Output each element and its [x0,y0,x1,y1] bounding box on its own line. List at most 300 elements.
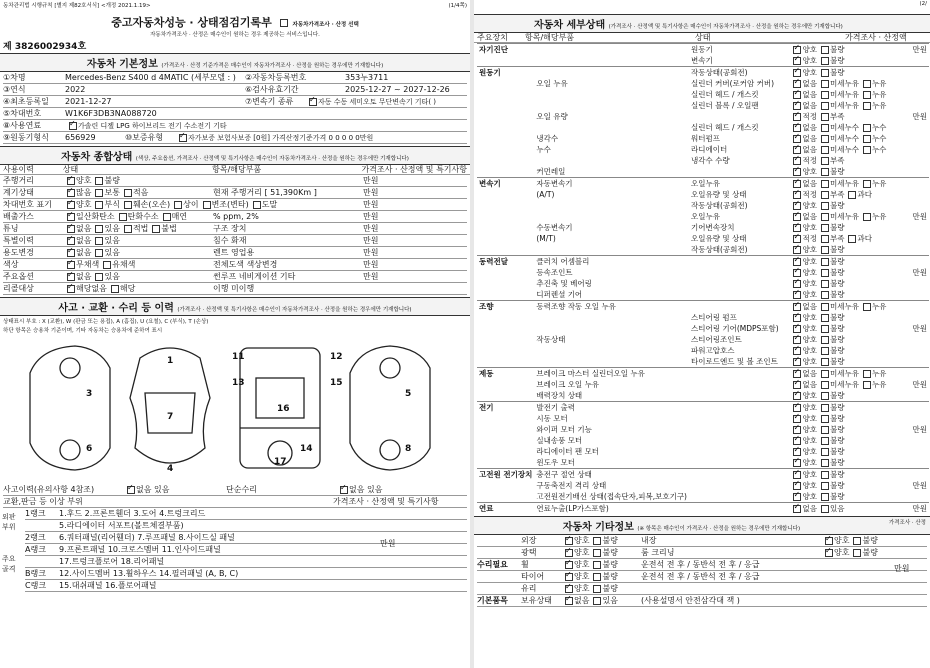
detail-0-1-checkbox-1[interactable] [821,57,829,65]
detail-6-2-option-0: 양호 [802,425,817,434]
detail-price: 만원 [912,481,927,490]
detail-price [911,178,930,190]
detail-state [787,222,910,233]
detail-4-0-checkbox-2[interactable] [863,303,871,311]
detail-6-2-checkbox-0[interactable] [793,426,801,434]
other-2-option-1: 불량 [602,560,618,569]
summary-9-option-1: 해당 [119,284,136,293]
detail-1-1-option-1: 미세누유 [829,79,859,88]
other-state [561,571,641,582]
detail-state [787,133,910,144]
detail-row [477,144,929,155]
detail-1-2-checkbox-2[interactable] [863,91,871,99]
summary-0-option-0: 양호 [76,176,92,185]
detail-1-1-checkbox-1[interactable] [821,80,829,88]
detail-1-5-checkbox-0[interactable] [793,124,801,132]
detail-part [689,368,787,380]
detail-1-6-checkbox-0[interactable] [793,135,801,143]
detail-2-2-checkbox-1[interactable] [821,202,829,210]
detail-1-3-checkbox-0[interactable] [793,102,801,110]
device-group-name [477,424,534,435]
detail-4-4-checkbox-0[interactable] [793,347,801,355]
diagram-num-8: 8 [405,444,412,454]
detail-4-4-option-1: 불량 [829,346,845,355]
detail-1-2-checkbox-0[interactable] [793,91,801,99]
detail-2-1-checkbox-2[interactable] [848,191,856,199]
detail-state [787,256,910,268]
other-4-checkbox-1[interactable] [593,585,601,593]
detail-5-1-checkbox-1[interactable] [821,381,829,389]
detail-5-2-option-0: 양호 [802,391,817,400]
detail-price: 만원 [912,324,927,333]
detail-1-3-checkbox-2[interactable] [863,102,871,110]
main-frame-label: 주요골격 [2,555,16,573]
detail-7-0-checkbox-0[interactable] [793,471,801,479]
diagram-num-11: 11 [232,352,245,362]
detail-1-2-option-1: 미세누유 [829,90,859,99]
detail-1-8-option-1: 부족 [829,156,845,165]
detail-price [911,100,930,111]
detail-row [477,122,929,133]
detail-1-1-checkbox-2[interactable] [863,80,871,88]
summary-0-checkbox-0[interactable] [67,177,75,185]
detail-state [787,200,910,211]
wheel-front-right [380,358,400,378]
detail-2-0-option-0: 없음 [802,179,817,188]
summary-9-checkbox-0[interactable] [67,285,75,293]
detail-1-6-checkbox-2[interactable] [863,135,871,143]
detail-1-7-checkbox-0[interactable] [793,146,801,154]
detail-part [689,402,787,414]
detail-3-1-checkbox-0[interactable] [793,269,801,277]
detail-2-3-checkbox-2[interactable] [863,213,871,221]
detail-2-6-checkbox-1[interactable] [821,246,829,254]
summary-row-label: 계기상태 [3,188,34,197]
summary-2-option-4: 변조(변타) [211,200,249,209]
detail-part: 실린더 블록 / 오일팬 [691,101,759,110]
other-3-checkbox-1[interactable] [593,573,601,581]
detail-2-6-checkbox-0[interactable] [793,246,801,254]
detail-7-1-checkbox-0[interactable] [793,482,801,490]
detail-part [689,457,787,469]
summary-2-checkbox-4[interactable] [203,201,211,209]
other2-0-checkbox-0[interactable] [825,537,833,545]
detail-sub [534,312,689,323]
detail-0-0-option-1: 불량 [829,45,845,54]
detail-5-2-checkbox-0[interactable] [793,392,801,400]
detail-3-1-checkbox-1[interactable] [821,269,829,277]
detail-6-3-checkbox-1[interactable] [821,437,829,445]
detail-6-5-option-1: 불량 [829,458,845,467]
detail-4-1-checkbox-0[interactable] [793,314,801,322]
summary-8-option-0: 없음 [76,272,92,281]
detail-row [477,233,929,244]
warranty-options: 자가보증 보험사보증 [0원] 가격산정기준가격 0 0 0 0 0만원 [188,133,374,142]
summary-5-checkbox-0[interactable] [67,237,75,245]
device-group-name: 전기 [479,403,494,412]
rank-items: 12.사이드멤버 13.휠하우스 14.필러패널 (A, B, C) [59,569,239,578]
rank-label: 2랭크 [25,533,46,542]
detail-1-8-option-0: 적정 [802,156,817,165]
warranty-insurance-checkbox[interactable] [179,134,187,142]
detail-7-0-checkbox-1[interactable] [821,471,829,479]
detail-6-4-checkbox-1[interactable] [821,448,829,456]
detail-8-0-checkbox-1[interactable] [821,505,829,513]
other2-1-option-1: 불량 [862,548,878,557]
device-group-name [477,55,534,67]
summary-6-option-1: 있음 [104,248,120,257]
detail-state [787,413,910,424]
detail-4-4-checkbox-1[interactable] [821,347,829,355]
detail-6-5-checkbox-1[interactable] [821,459,829,467]
device-group-name: 제동 [479,369,494,378]
summary-5-option-0: 없음 [76,236,92,245]
label-vin: ⑤차대번호 [3,109,42,118]
detail-1-5-checkbox-1[interactable] [821,124,829,132]
detail-sub: 실내송풍 모터 [536,436,583,445]
detail-price: 만원 [912,268,927,277]
other-0-checkbox-0[interactable] [565,537,573,545]
other2-0-checkbox-1[interactable] [853,537,861,545]
detail-2-1-option-1: 부족 [829,190,845,199]
other-4-checkbox-0[interactable] [565,585,573,593]
summary-4-checkbox-2[interactable] [124,225,132,233]
detail-6-2-checkbox-1[interactable] [821,426,829,434]
detail-2-1-checkbox-0[interactable] [793,191,801,199]
detail-row [477,222,929,233]
detail-7-2-checkbox-0[interactable] [793,493,801,501]
detail-part: 오일누유 [691,179,720,188]
detail-3-1-option-0: 양호 [802,268,817,277]
other-5-checkbox-0[interactable] [565,597,573,605]
summary-2-checkbox-1[interactable] [95,201,103,209]
detail-6-4-checkbox-0[interactable] [793,448,801,456]
detail-8-0-option-1: 있음 [829,504,845,513]
detail-state [787,503,910,515]
detail-4-5-checkbox-0[interactable] [793,358,801,366]
detail-price [911,155,930,166]
summary-8-checkbox-0[interactable] [67,273,75,281]
detail-5-0-checkbox-0[interactable] [793,370,801,378]
detail-price [911,356,930,368]
detail-price [911,233,930,244]
detail-5-2-option-1: 불량 [829,391,845,400]
detail-4-2-checkbox-1[interactable] [821,325,829,333]
detail-6-0-checkbox-0[interactable] [793,404,801,412]
summary-2-checkbox-5[interactable] [253,201,261,209]
detail-part [689,301,787,313]
summary-6-checkbox-0[interactable] [67,249,75,257]
detail-3-3-checkbox-1[interactable] [821,291,829,299]
detail-state [787,323,910,334]
detail-note: (가격조사 · 산정액 및 특기사항은 매수인이 자동차가격조사 · 산정을 원하는 경우에만 기재합니다) [608,24,843,30]
summary-3-checkbox-0[interactable] [67,213,75,221]
other-note: (※ 항목은 매수인이 가격조사 · 산정을 원하는 경우에만 기재합니다) [637,526,801,532]
detail-4-0-checkbox-0[interactable] [793,303,801,311]
detail-row [477,368,929,380]
summary-row-detail: 침수 화재 [213,236,247,245]
price-option-checkbox[interactable] [280,19,288,27]
accident-table [0,484,470,508]
diagram-num-15: 15 [330,378,343,388]
detail-5-0-option-1: 미세누유 [829,369,859,378]
detail-sub [534,323,689,334]
transmission-auto-checkbox[interactable] [309,98,317,106]
summary-row-detail: 현재 주행거리 [ 51,390Km ] [213,188,317,197]
summary-3-checkbox-2[interactable] [163,213,171,221]
detail-4-1-checkbox-1[interactable] [821,314,829,322]
detail-1-5-checkbox-2[interactable] [863,124,871,132]
detail-sub [534,244,689,256]
detail-5-2-checkbox-1[interactable] [821,392,829,400]
device-group-name [477,122,534,133]
detail-7-0-option-0: 양호 [802,470,817,479]
detail-2-0-checkbox-2[interactable] [863,180,871,188]
detail-2-5-checkbox-2[interactable] [848,235,856,243]
detail-3-2-checkbox-1[interactable] [821,280,829,288]
label-transmission: ⑦변속기 종류 [245,97,294,106]
diagram-num-12: 12 [330,352,343,362]
legend: 상태표시 부호 : X (교환), W (판금 또는 용접), A (흠집), U (요철), C (부식), T (손상) [3,319,209,325]
detail-1-4-checkbox-0[interactable] [793,113,801,121]
other-3-checkbox-0[interactable] [565,573,573,581]
other-2-checkbox-1[interactable] [593,561,601,569]
detail-0-0-checkbox-0[interactable] [793,46,801,54]
simple-repair-none-checkbox[interactable] [340,486,348,494]
detail-sub [534,211,689,222]
detail-sub: 시동 모터 [536,414,568,423]
summary-4-checkbox-3[interactable] [152,225,160,233]
detail-6-3-option-0: 양호 [802,436,817,445]
detail-state [787,267,910,278]
device-group-name [477,189,534,200]
detail-6-3-checkbox-0[interactable] [793,437,801,445]
detail-sub: 와이퍼 모터 기능 [536,425,592,434]
other-2-checkbox-0[interactable] [565,561,573,569]
summary-1-checkbox-2[interactable] [124,189,132,197]
other-5-checkbox-1[interactable] [593,597,601,605]
detail-1-8-checkbox-1[interactable] [821,157,829,165]
detail-5-0-checkbox-1[interactable] [821,370,829,378]
detail-6-5-checkbox-0[interactable] [793,459,801,467]
detail-4-2-checkbox-0[interactable] [793,325,801,333]
device-group-name: 고전원 전기장치 [479,470,533,479]
summary-2-option-5: 도말 [261,200,278,209]
other-state [561,583,641,594]
detail-2-0-checkbox-1[interactable] [821,180,829,188]
detail-5-1-checkbox-0[interactable] [793,381,801,389]
detail-state [787,457,910,469]
summary-2-checkbox-0[interactable] [67,201,75,209]
detail-8-0-checkbox-0[interactable] [793,505,801,513]
detail-1-5-option-0: 없음 [802,123,817,132]
summary-row-label: 튜닝 [3,224,19,233]
detail-4-5-checkbox-1[interactable] [821,358,829,366]
summary-6-checkbox-1[interactable] [95,249,103,257]
detail-state [787,469,910,481]
detail-4-2-option-0: 양호 [802,324,817,333]
detail-state [787,78,910,89]
detail-2-3-checkbox-0[interactable] [793,213,801,221]
other2-1-checkbox-1[interactable] [853,549,861,557]
law-reference: 동차관리법 시행규칙 [별지 제82호서식] <개정 2021.1.19> [3,3,151,9]
detail-4-0-checkbox-1[interactable] [821,303,829,311]
diagram-num-14: 14 [300,444,313,454]
detail-part [689,424,787,435]
other2-0-option-1: 불량 [862,536,878,545]
detail-row [477,379,929,390]
detail-2-4-checkbox-1[interactable] [821,224,829,232]
summary-7-option-0: 무채색 [76,260,100,269]
summary-7-option-1: 유채색 [112,260,136,269]
other-1-checkbox-1[interactable] [593,549,601,557]
detail-1-7-checkbox-1[interactable] [821,146,829,154]
detail-row [477,334,929,345]
summary-row-state [63,223,213,234]
summary-row-label: 차대번호 표기 [3,200,52,209]
other-2-option-0: 양호 [574,560,590,569]
detail-5-0-checkbox-2[interactable] [863,370,871,378]
detail-row [477,469,929,481]
detail-part: 타이로드엔드 및 볼 조인트 [691,357,778,366]
detail-2-4-checkbox-0[interactable] [793,224,801,232]
detail-row [477,278,929,289]
accident-none-checkbox[interactable] [127,486,135,494]
detail-1-6-checkbox-1[interactable] [821,135,829,143]
detail-7-1-checkbox-1[interactable] [821,482,829,490]
summary-2-checkbox-3[interactable] [174,201,182,209]
summary-1-checkbox-1[interactable] [95,189,103,197]
detail-part [689,111,787,122]
detail-part: 작동상태(공회전) [691,245,748,254]
detail-header [474,14,930,33]
detail-sub: 수동변속기 [536,223,573,232]
detail-sub: 발전기 출력 [536,403,575,412]
detail-1-7-option-1: 미세누수 [829,145,859,154]
detail-4-3-option-1: 불량 [829,335,845,344]
detail-4-3-option-0: 양호 [802,335,817,344]
detail-2-1-checkbox-1[interactable] [821,191,829,199]
summary-0-checkbox-1[interactable] [95,177,103,185]
detail-2-2-checkbox-0[interactable] [793,202,801,210]
diagram-num-3: 3 [86,389,93,399]
detail-7-2-checkbox-1[interactable] [821,493,829,501]
detail-5-1-option-1: 미세누유 [829,380,859,389]
detail-4-3-checkbox-0[interactable] [793,336,801,344]
device-group-name [477,312,534,323]
detail-6-1-checkbox-1[interactable] [821,415,829,423]
detail-1-0-checkbox-0[interactable] [793,69,801,77]
detail-2-3-checkbox-1[interactable] [821,213,829,221]
detail-1-9-checkbox-0[interactable] [793,168,801,176]
detail-4-0-option-1: 미세누유 [829,302,859,311]
detail-0-0-checkbox-1[interactable] [821,46,829,54]
detail-4-3-checkbox-1[interactable] [821,336,829,344]
other-title: 자동차 기타정보 [562,522,634,533]
detail-0-1-checkbox-0[interactable] [793,57,801,65]
detail-sub: (A/T) [536,190,555,199]
rank-row [25,580,467,592]
detail-3-0-checkbox-0[interactable] [793,258,801,266]
detail-3-0-option-1: 불량 [829,257,845,266]
detail-row [477,413,929,424]
summary-7-checkbox-1[interactable] [103,261,111,269]
summary-2-checkbox-2[interactable] [124,201,132,209]
summary-title: 자동차 종합상태 [61,152,133,163]
detail-1-4-checkbox-1[interactable] [821,113,829,121]
detail-row [477,402,929,414]
other2-1-checkbox-0[interactable] [825,549,833,557]
other-0-checkbox-1[interactable] [593,537,601,545]
detail-row [477,78,929,89]
detail-1-8-checkbox-0[interactable] [793,157,801,165]
detail-1-9-checkbox-1[interactable] [821,168,829,176]
detail-row [477,256,929,268]
detail-row [477,267,929,278]
detail-price [911,491,930,503]
detail-price: 만원 [912,112,927,121]
summary-1-checkbox-0[interactable] [67,189,75,197]
doc-subtitle: 자동차가격조사 · 산정은 매수인이 원하는 경우 제공하는 서비스입니다. [150,32,320,38]
summary-5-checkbox-1[interactable] [95,237,103,245]
detail-part: 실린더 헤드 / 개스킷 [691,90,759,99]
detail-1-0-checkbox-1[interactable] [821,69,829,77]
summary-7-checkbox-0[interactable] [67,261,75,269]
detail-1-2-checkbox-1[interactable] [821,91,829,99]
detail-1-3-option-0: 없음 [802,101,817,110]
detail-5-1-checkbox-2[interactable] [863,381,871,389]
detail-1-7-checkbox-2[interactable] [863,146,871,154]
detail-3-2-checkbox-0[interactable] [793,280,801,288]
detail-row [477,211,929,222]
detail-6-0-checkbox-1[interactable] [821,404,829,412]
summary-row-detail: 이행 미이행 [213,284,255,293]
detail-2-5-checkbox-1[interactable] [821,235,829,243]
device-group-name: 변속기 [479,179,501,188]
detail-2-0-checkbox-0[interactable] [793,180,801,188]
detail-6-1-checkbox-0[interactable] [793,415,801,423]
other2-1-option-0: 양호 [834,548,850,557]
label-year: ③연식 [3,85,26,94]
summary-2-option-3: 상이 [183,200,199,209]
detail-7-2-option-1: 불량 [829,492,845,501]
detail-price [911,278,930,289]
detail-price [911,446,930,457]
detail-1-3-checkbox-1[interactable] [821,102,829,110]
detail-1-1-checkbox-0[interactable] [793,80,801,88]
summary-9-checkbox-1[interactable] [111,285,119,293]
summary-8-checkbox-1[interactable] [95,273,103,281]
detail-6-1-option-0: 양호 [802,414,817,423]
detail-2-5-checkbox-0[interactable] [793,235,801,243]
page-2-number: (2/ [919,1,927,7]
rank-items: 17.트렁크플로어 18.리어패널 [59,557,165,566]
detail-3-0-checkbox-1[interactable] [821,258,829,266]
summary-2-option-2: 훼손(오손) [132,200,171,209]
detail-sub [534,122,689,133]
summary-3-checkbox-1[interactable] [119,213,127,221]
fuel-diesel-checkbox[interactable] [69,122,77,130]
detail-price: 만원 [912,45,927,54]
detail-7-1-option-1: 불량 [829,481,845,490]
summary-4-checkbox-1[interactable] [95,225,103,233]
detail-sub: 작동상태 [536,335,566,344]
detail-2-5-option-2: 과다 [857,234,872,243]
detail-3-3-checkbox-0[interactable] [793,291,801,299]
other-state [561,547,641,558]
summary-4-checkbox-0[interactable] [67,225,75,233]
other-1-checkbox-0[interactable] [565,549,573,557]
